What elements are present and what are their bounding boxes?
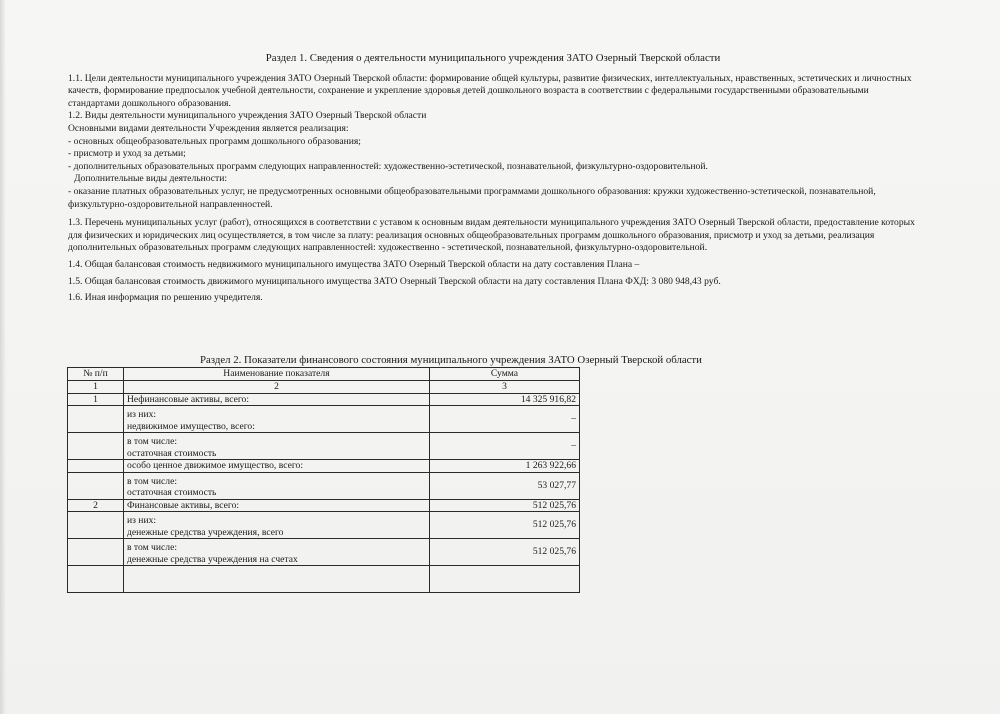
row-number — [68, 512, 124, 539]
row-name-line1: в том числе: — [126, 436, 177, 447]
column-number-row — [68, 380, 580, 393]
table-header-row — [68, 368, 580, 381]
row-sum: 512 025,76 — [429, 539, 579, 566]
para-1-4: 1.4. Общая балансовая стоимость недвижимого муниципального имущества ЗАТО Озерный Тверской области на дату составления Плана – — [68, 258, 640, 270]
page-edge — [0, 0, 6, 714]
financial-table — [67, 367, 580, 593]
additional-activities-heading: Дополнительные виды деятельности: — [74, 173, 228, 185]
row-sum: – — [429, 433, 579, 460]
table-row — [68, 393, 580, 406]
row-name: Финансовые активы, всего: — [123, 499, 429, 512]
row-sum: 53 027,77 — [429, 472, 579, 499]
row-number — [68, 460, 124, 473]
row-sum: 512 025,76 — [429, 499, 579, 512]
row-name — [123, 512, 429, 539]
column-number: 2 — [123, 380, 429, 393]
table-row — [68, 433, 580, 460]
row-sum: – — [429, 406, 579, 433]
row-name — [123, 433, 429, 460]
row-name-line1: в том числе: — [126, 542, 177, 553]
row-sum: 512 025,76 — [429, 512, 579, 539]
section-1 — [68, 52, 918, 305]
row-name-line2: остаточная стоимость — [126, 447, 217, 459]
row-name-line2: остаточная стоимость — [126, 487, 217, 498]
row-number: 1 — [68, 393, 124, 406]
row-name-line2: денежные средства учреждения, всего — [126, 526, 284, 538]
row-name — [123, 406, 429, 433]
row-number — [68, 406, 124, 433]
header-indicator: Наименование показателя — [123, 368, 429, 381]
row-name-line1: в том числе: — [126, 475, 177, 487]
row-name: Нефинансовые активы, всего: — [123, 393, 429, 406]
row-name — [123, 472, 429, 499]
header-sum: Сумма — [429, 368, 579, 381]
row-name: особо ценное движимое имущество, всего: — [123, 460, 429, 473]
table-row — [68, 512, 580, 539]
row-number — [68, 539, 124, 566]
additional-activity-item: - оказание платных образовательных услуг, не предусмотренных основными общеобразовательными программами дошкольного образования: кружки художественно-эстетической, познавательной, физкультурно-оздоровительной направленностей. — [68, 185, 876, 210]
para-1-3: 1.3. Перечень муниципальных услуг (работ), относящихся в соответствии с уставом к основным видам деятельности муниципального учреждения ЗАТО Озерный Тверской области, предоставление которых для физических и юридических лиц осуществляется, в том числе за плату: реализация основных общеобразовательных программ дошкольного образования, присмотр и уход за детьми, реализация дополнительных образовательных программ следующих направленностей: художественно - эстетической, познавательной, физкультурно-оздоровительной. — [68, 217, 915, 254]
row-number — [68, 433, 124, 460]
para-1-1: 1.1. Цели деятельности муниципального учреждения ЗАТО Озерный Тверской области: формирование общей культуры, развитие физических, интеллектуальных, нравственных, эстетических и личностных качеств, формирование предпосылок учебной деятельности, сохранение и укрепление здоровья детей дошкольного возраста в соответствии с федеральными государственными образовательными стандартами дошкольного образования. — [68, 72, 912, 109]
section-1-title: Раздел 1. Сведения о деятельности муниципального учреждения ЗАТО Озерный Тверской области — [265, 52, 721, 64]
column-number: 3 — [429, 380, 579, 393]
row-name-line2: недвижимое имущество, всего: — [126, 420, 255, 432]
row-sum: 1 263 922,66 — [429, 460, 579, 473]
row-sum: 14 325 916,82 — [429, 393, 579, 406]
row-number — [68, 472, 124, 499]
table-row — [68, 499, 580, 512]
header-number: № п/п — [68, 368, 124, 381]
column-number: 1 — [68, 380, 124, 393]
table-row — [68, 539, 580, 566]
table-row — [68, 460, 580, 473]
row-name-line2: денежные средства учреждения на счетах — [126, 553, 298, 565]
activity-item-2: - присмотр и уход за детьми; — [68, 148, 186, 160]
row-name-line1: из них: — [126, 409, 157, 420]
table-row — [68, 406, 580, 433]
activity-item-3: - дополнительных образовательных программ следующих направленностей: художественно-эстетической, познавательной, физкультурно-оздоровительной. — [68, 160, 708, 172]
row-name — [123, 539, 429, 566]
row-name — [123, 566, 429, 593]
row-number — [68, 566, 124, 593]
activities-intro: Основными видами деятельности Учреждения является реализация: — [68, 122, 349, 134]
para-1-2: 1.2. Виды деятельности муниципального учреждения ЗАТО Озерный Тверской области — [68, 110, 427, 122]
table-row — [68, 472, 580, 499]
para-1-5: 1.5. Общая балансовая стоимость движимого муниципального имущества ЗАТО Озерный Тверской области на дату составления Плана ФХД: 3 080 948,43 руб. — [68, 275, 721, 287]
row-name-line1: из них: — [126, 515, 157, 526]
table-row — [68, 566, 580, 593]
section-2-title: Раздел 2. Показатели финансового состояния муниципального учреждения ЗАТО Озерный Тверской области — [200, 354, 702, 366]
row-number: 2 — [68, 499, 124, 512]
para-1-6: 1.6. Иная информация по решению учредителя. — [68, 292, 263, 304]
row-sum — [429, 566, 579, 593]
activity-item-1: - основных общеобразовательных программ дошкольного образования; — [68, 135, 361, 147]
